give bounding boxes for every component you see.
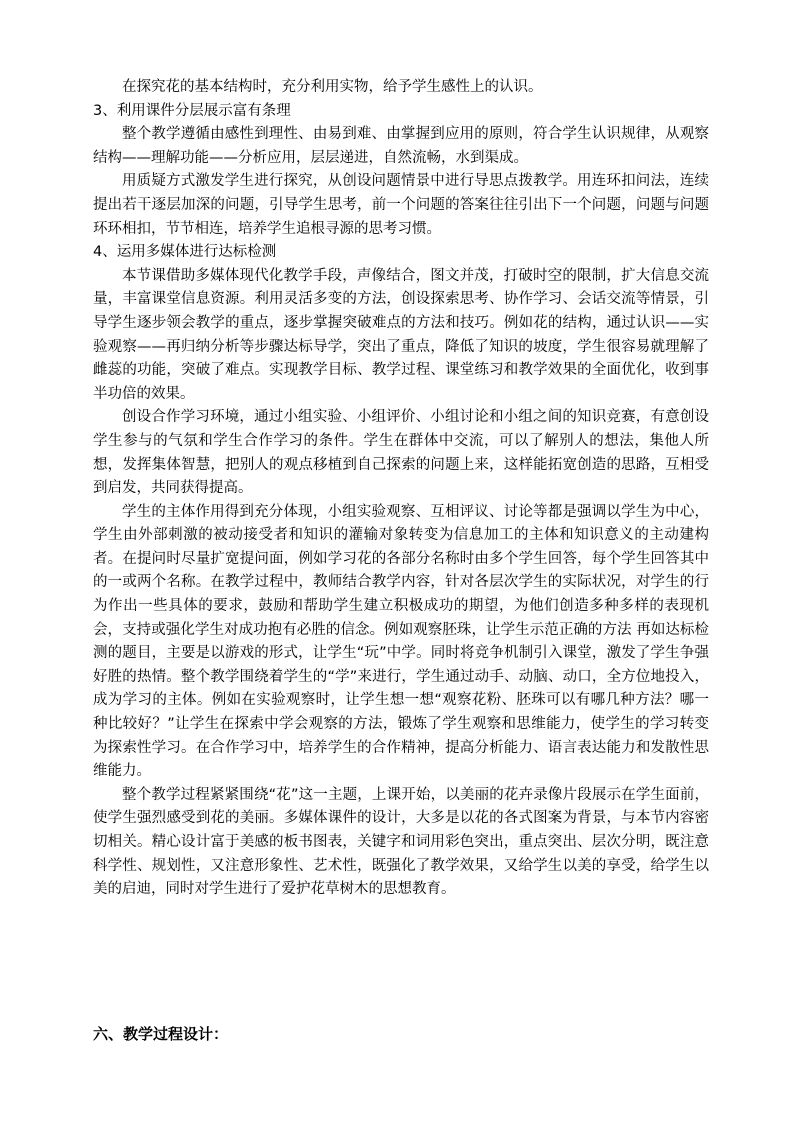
subheading-4: 4、运用多媒体进行达标检测 xyxy=(93,244,277,261)
paragraph-multimedia: 本节课借助多媒体现代化教学手段，声像结合，图文并茂，打破时空的限制，扩大信息交流量，丰富课堂信息资源。利用灵活多变的方法，创设探索思考、协作学习、会话交流等情景，引导学生逐步领会教学的重点，逐步掌握突破难点的方法和技巧。例如花的结构，通过认识——实验观察——再归纳分析等步骤达标导学，突出了重点，降低了知识的坡度，学生很容易就理解了雌蕊的功能，突破了难点。实现教学目标、教学过程、课堂练习和教学效果的全面优化，收到事半功倍的效果。 xyxy=(93,267,709,402)
paragraph-flower-theme: 整个教学过程紧紧围绕“花”这一主题，上课开始，以美丽的花卉录像片段展示在学生面前，使学生强烈感受到花的美丽。多媒体课件的设计，大多是以花的各式图案为背景，与本节内容密切相关。精心设计富于美感的板书图表，关键字和词用彩色突出，重点突出、层次分明，既注意科学性、规划性，又注意形象性、艺术性，既强化了教学效果，又给学生以美的享受，给学生以美的启迪，同时对学生进行了爱护花草树木的思想教育。 xyxy=(93,786,709,898)
subheading-3: 3、利用课件分层展示富有条理 xyxy=(93,102,291,119)
document-body xyxy=(93,76,709,902)
paragraph-teaching-principle: 整个教学遵循由感性到理性、由易到难、由掌握到应用的原则，符合学生认识规律，从观察结构——理解功能——分析应用，层层递进，自然流畅，水到渠成。 xyxy=(93,126,709,166)
section-title-teaching-process: 六、教学过程设计： xyxy=(93,1025,229,1043)
paragraph-questioning-method: 用质疑方式激发学生进行探究，从创设问题情景中进行导思点拨教学。用连环扣问法，连续提出若干逐层加深的问题，引导学生思考，前一个问题的答案往往引出下一个问题，问题与问题环环相扣，节节相连，培养学生追根寻源的思考习惯。 xyxy=(93,173,709,237)
paragraph-flower-structure: 在探究花的基本结构时，充分利用实物，给予学生感性上的认识。 xyxy=(122,79,543,95)
paragraph-student-subject: 学生的主体作用得到充分体现，小组实验观察、互相评议、讨论等都是强调以学生为中心，学生由外部刺激的被动接受者和知识的灌输对象转变为信息加工的主体和知识意义的主动建构者。在提问时尽量扩宽提问面，例如学习花的各部分名称时由多个学生回答，每个学生回答其中的一或两个名称。在教学过程中，教师结合教学内容，针对各层次学生的实际状况，对学生的行为作出一些具体的要求，鼓励和帮助学生建立积极成功的期望，为他们创造多种多样的表现机会，支持或强化学生对成功抱有必胜的信念。例如观察胚珠，让学生示范正确的方法 再如达标检测的题目，主要是以游戏的形式，让学生“玩”中学。同时将竞争机制引入课堂，激发了学生争强好胜的热情。整个教学围绕着学生的“学”来进行，学生通过动手、动脑、动口，全方位地投入，成为学习的主体。例如在实验观察时，让学生想一想“观察花粉、胚珠可以有哪几种方法？哪一种比较好？”让学生在探索中学会观察的方法，锻炼了学生观察和思维能力，使学生的学习转变为探索性学习。在合作学习中，培养学生的合作精神，提高分析能力、语言表达能力和发散性思维能力。 xyxy=(93,503,709,780)
paragraph-cooperative-learning: 创设合作学习环境，通过小组实验、小组评价、小组讨论和小组之间的知识竞赛，有意创设学生参与的气氛和学生合作学习的条件。学生在群体中交流，可以了解别人的想法，集他人所想，发挥集体智慧，把别人的观点移植到自己探索的问题上来，这样能拓宽创造的思路，互相受到启发，共同获得提高。 xyxy=(93,409,709,497)
